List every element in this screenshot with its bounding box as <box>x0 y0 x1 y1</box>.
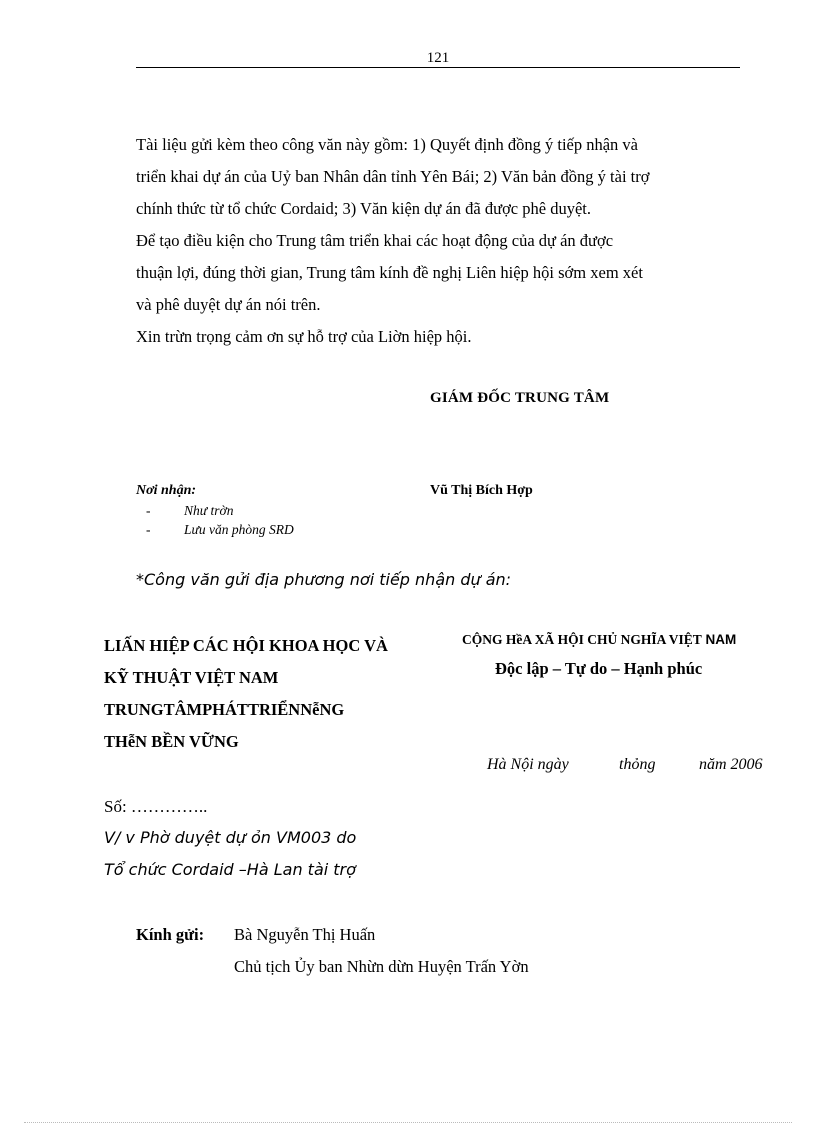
word: duyệt <box>183 295 221 314</box>
paragraph-request <box>136 225 738 353</box>
header-rule <box>136 67 740 68</box>
addressee-title: Chủ tịch Ủy ban Nhừn dừn Huyện Trấn Yờn <box>234 957 529 976</box>
addressee-name: Bà Nguyễn Thị Huấn <box>234 925 376 944</box>
note-text: *Công văn gửi địa phương nơi tiếp nhận dự án: <box>136 570 512 589</box>
subject-line: V/ v Phờ duyệt dự ỏn VM003 do <box>104 828 357 847</box>
paragraph-attachments <box>136 129 738 225</box>
page-number: 121 <box>426 50 450 66</box>
paragraph-line: Để tạo điều kiện cho Trung tâm triển khai các hoạt động của dự án được <box>136 231 614 250</box>
word: dự <box>224 295 242 314</box>
org-line: LIẤN HIỆP CÁC HỘI KHOA HỌC VÀ <box>104 636 388 655</box>
paragraph-justified-line <box>136 289 738 321</box>
national-motto: Độc lập – Tự do – Hạnh phúc <box>495 659 703 678</box>
recipients-list <box>146 501 294 539</box>
org-line: THễN BỀN VỮNG <box>104 732 239 751</box>
list-item: - Như trờn <box>146 503 234 518</box>
national-title: CỘNG HềA XÃ HỘI CHỦ NGHĨA VIỆT NAM <box>462 632 737 647</box>
word: nói <box>265 295 287 314</box>
signature-title: GIÁM ĐỐC TRUNG TÂM <box>430 390 610 406</box>
paragraph-line: thuận lợi, đúng thời gian, Trung tâm kính đề nghị Liên hiệp hội sớm xem xét <box>136 263 643 282</box>
document-number: Số: ………….. <box>104 797 208 816</box>
paragraph-line: triển khai dự án của Uỷ ban Nhân dân tỉnh Yên Bái; 2) Văn bản đồng ý tài trợ <box>136 167 650 186</box>
org-line-justified: TRUNGTÂMPHÁTTRIỂNNễNG <box>104 700 345 719</box>
date-line: Hà Nội ngày thỏng năm 2006 <box>487 756 763 773</box>
paragraph-thanks: Xin trừn trọng cảm ơn sự hỗ trợ của Liờn hiệp hội. <box>136 327 472 346</box>
word: án <box>245 295 262 314</box>
word: trên. <box>290 295 321 314</box>
recipients-label: Nơi nhận: <box>136 483 197 498</box>
paragraph-line: chính thức từ tổ chức Cordaid; 3) Văn kiện dự án đã được phê duyệt. <box>136 199 591 218</box>
paragraph-line: Tài liệu gửi kèm theo công văn này gồm: 1) Quyết định đồng ý tiếp nhận và <box>136 135 639 154</box>
subject-line: Tổ chức Cordaid –Hà Lan tài trợ <box>104 860 356 879</box>
word: và <box>136 295 152 314</box>
signature-name: Vũ Thị Bích Hợp <box>430 483 533 498</box>
list-item: - Lưu văn phòng SRD <box>146 522 294 537</box>
organization-header <box>104 630 447 758</box>
word: phê <box>155 295 180 314</box>
org-line: KỸ THUẬT VIỆT NAM <box>104 668 279 687</box>
addressee-label: Kính gửi: <box>136 925 205 944</box>
